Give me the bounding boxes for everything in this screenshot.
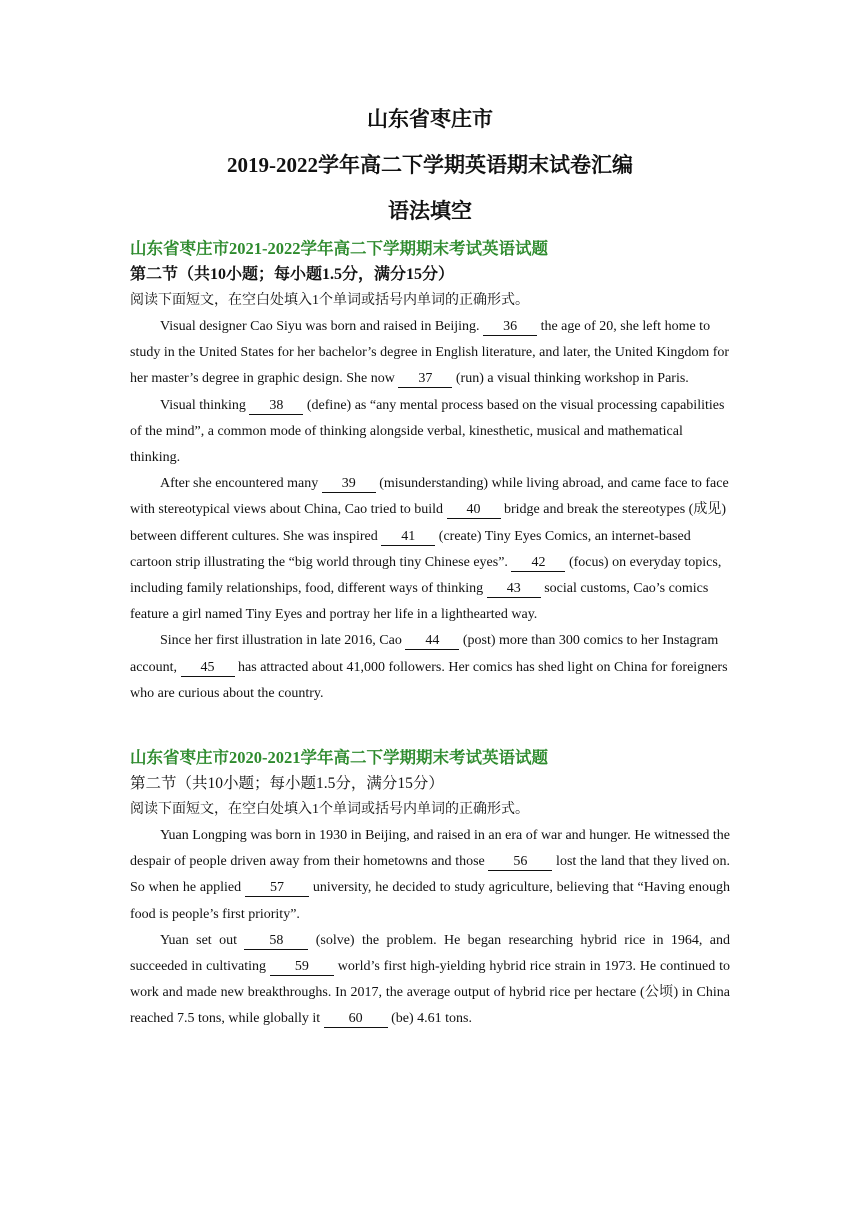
s2-paragraph-1 <box>130 823 730 928</box>
text-run: After she encountered many <box>160 476 322 492</box>
text-run: lost the land that they lived on. So when he applied <box>130 854 730 896</box>
text-run: has attracted about 41,000 followers. Her comics has shed light on China for foreigners who are curious about the country. <box>130 659 728 701</box>
blank-41[interactable]: 41 <box>381 528 435 546</box>
section1-instruction: 阅读下面短文，在空白处填入1个单词或括号内单词的正确形式。 <box>130 293 529 308</box>
blank-44[interactable]: 44 <box>405 632 459 650</box>
text-run: bridge and break the stereotypes (成见) between different cultures. She was inspired <box>130 502 726 544</box>
blank-60[interactable]: 60 <box>324 1010 388 1028</box>
text-run: (run) a visual thinking workshop in Paris. <box>452 371 689 387</box>
section2-title: 山东省枣庄市2020-2021学年高二下学期期末考试英语试题 <box>130 748 548 768</box>
blank-37[interactable]: 37 <box>398 370 452 388</box>
section2-instruction: 阅读下面短文，在空白处填入1个单词或括号内单词的正确形式。 <box>130 802 529 818</box>
text-run: social customs, Cao’s comics feature a girl named Tiny Eyes and portray her life in a lighthearted way. <box>130 581 709 623</box>
blank-39[interactable]: 39 <box>322 475 376 493</box>
doc-title-region: 山东省枣庄市 <box>367 107 493 131</box>
text-run: Yuan Longping was born in 1930 in Beijing, and raised in an era of war and hunger. He witnessed the despair of people driven away from their hometowns and those <box>130 828 730 870</box>
section2-part: 第二节（共10小题；每小题1.5分，满分15分） <box>130 775 444 793</box>
text-run: university, he decided to study agriculture, believing that “Having enough food is people’s first priority”. <box>130 880 730 922</box>
text-run: Visual designer Cao Siyu was born and raised in Beijing. <box>160 319 484 334</box>
s1-paragraph-3 <box>130 471 730 628</box>
blank-42[interactable]: 42 <box>511 554 565 572</box>
text-run: (misunderstanding) while living abroad, and came face to face with stereotypical views about China, Cao tried to build <box>130 476 729 518</box>
text-run: (solve) the problem. He began researching hybrid rice in 1964, and succeeded in cultivating <box>130 932 730 975</box>
text-run: (post) more than 300 comics to her Instagram account, <box>130 633 719 675</box>
text-run: the age of 20, she left home to study in the United States for her bachelor’s degree in English literature, and later, the United Kingdom for her master’s degree in graphic design. She now <box>130 319 730 387</box>
s1-paragraph-2 <box>130 393 730 472</box>
blank-43[interactable]: 43 <box>487 580 541 598</box>
text-run: (focus) on everyday topics, including family relationships, food, different ways of thinking <box>130 554 722 597</box>
section1-title: 山东省枣庄市2021-2022学年高二下学期期末考试英语试题 <box>130 239 548 258</box>
doc-title-main: 2019-2022学年高二下学期英语期末试卷汇编 <box>227 153 633 177</box>
s2-paragraph-2 <box>130 928 730 1033</box>
blank-58[interactable]: 58 <box>244 932 308 950</box>
text-run: world’s first high-yielding hybrid rice strain in 1973. He continued to work and made new breakthroughs. In 2017, the average output of hybrid rice per hectare (公顷) in China reached 7.5 tons, while globally it <box>130 959 730 1027</box>
blank-36[interactable]: 36 <box>483 318 537 336</box>
text-run: (create) Tiny Eyes Comics, an internet-based cartoon strip illustrating the “big world through tiny Chinese eyes”. <box>130 528 691 570</box>
blank-57[interactable]: 57 <box>245 879 309 897</box>
s1-paragraph-4 <box>130 628 730 707</box>
text-run: (be) 4.61 tons. <box>387 1011 473 1027</box>
text-run: Yuan set out <box>160 932 245 948</box>
blank-38[interactable]: 38 <box>249 397 303 415</box>
blank-59[interactable]: 59 <box>270 958 334 976</box>
text-run: Visual thinking <box>160 397 250 413</box>
section1-part: 第二节（共10小题；每小题1.5分，满分15分） <box>130 266 455 283</box>
text-run: Since her first illustration in late 2016, Cao <box>160 633 406 649</box>
blank-45[interactable]: 45 <box>181 659 235 677</box>
doc-title-topic: 语法填空 <box>388 199 472 223</box>
s1-paragraph-1 <box>130 314 730 393</box>
blank-40[interactable]: 40 <box>447 501 501 519</box>
blank-56[interactable]: 56 <box>488 853 552 871</box>
document-page <box>130 100 730 1033</box>
text-run: (define) as “any mental process based on the visual processing capabilities of the mind”, a common mode of thinking alongside verbal, kinesthetic, musical and mathematical thinking. <box>130 397 725 466</box>
